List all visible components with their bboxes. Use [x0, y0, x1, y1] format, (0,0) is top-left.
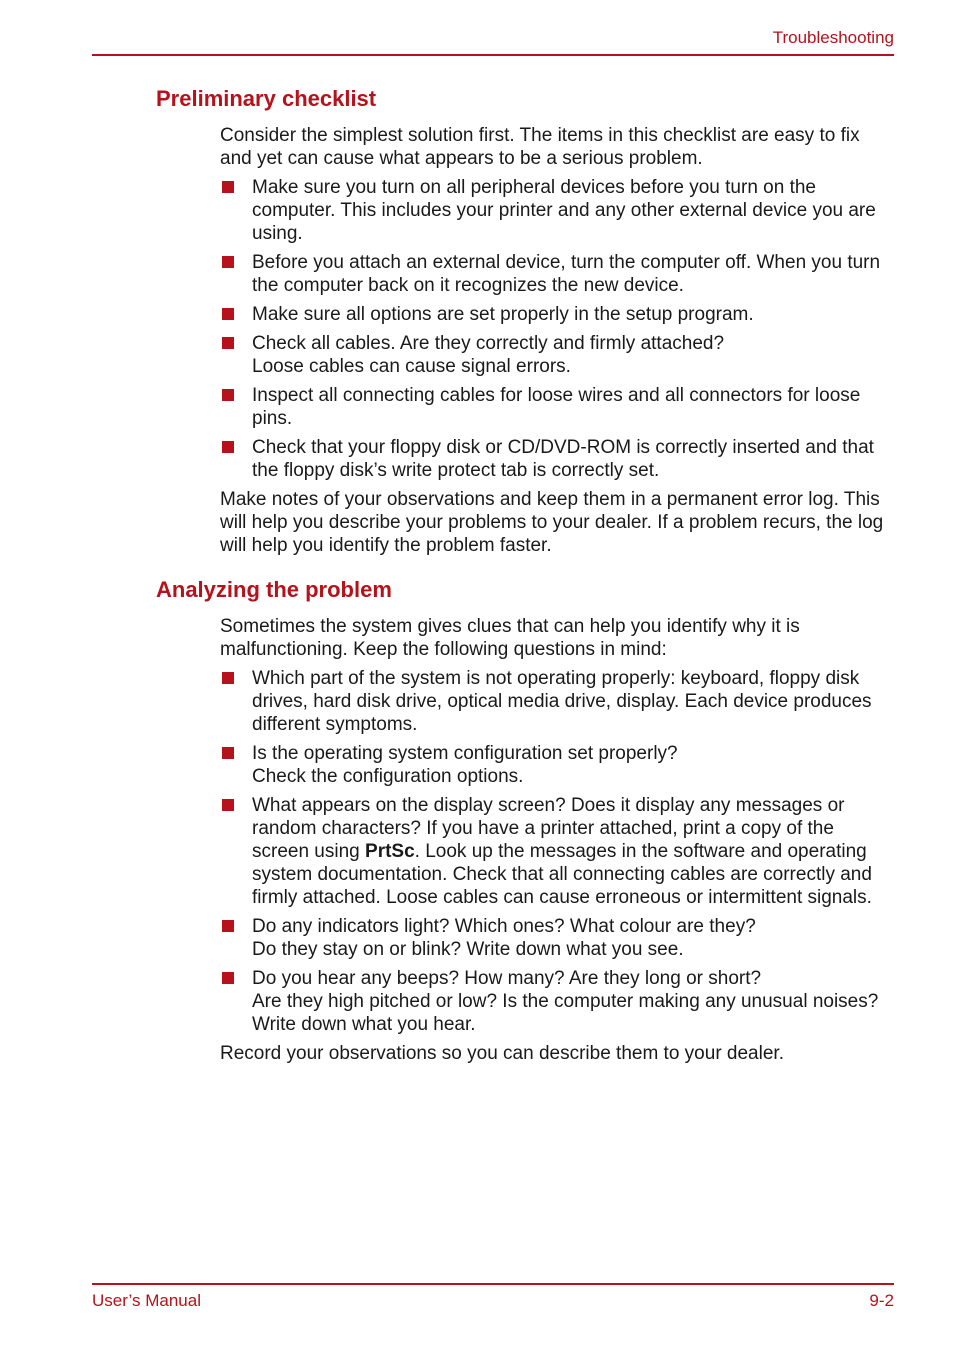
bullet-square-icon — [222, 799, 234, 811]
footer-manual-title: User’s Manual — [92, 1291, 201, 1310]
list-item: What appears on the display screen? Does it display any messages or random characters? If you have a printer attached, print a copy of the screen using PrtSc. Look up the messages in the software and operating system documentation. Check that all connecting cables are correctly and firmly attached. Loose cables can cause erroneous or intermittent signals. — [220, 794, 894, 909]
bullet-square-icon — [222, 441, 234, 453]
bullet-square-icon — [222, 181, 234, 193]
list-item: Check that your floppy disk or CD/DVD-ROM is correctly inserted and that the floppy disk’s write protect tab is correctly set. — [220, 436, 894, 482]
list-item: Before you attach an external device, turn the computer off. When you turn the computer back on it recognizes the new device. — [220, 251, 894, 297]
list-item: Do any indicators light? Which ones? What colour are they? Do they stay on or blink? Write down what you see. — [220, 915, 894, 961]
list-item: Is the operating system configuration set properly? Check the configuration options. — [220, 742, 894, 788]
outro-paragraph: Make notes of your observations and keep them in a permanent error log. This will help you describe your problems to your dealer. If a problem recurs, the log will help you identify the problem faster. — [220, 489, 884, 556]
key-name: PrtSc — [365, 841, 415, 862]
bullet-square-icon — [222, 672, 234, 684]
section-preliminary-checklist — [220, 124, 894, 557]
list-item: Inspect all connecting cables for loose wires and all connectors for loose pins. — [220, 384, 894, 430]
footer-rule — [92, 1283, 894, 1285]
section-analyzing-the-problem — [220, 615, 894, 1065]
list-item: Make sure you turn on all peripheral devices before you turn on the computer. This includes your printer and any other external device you are using. — [220, 176, 894, 245]
page-number: 9-2 — [869, 1291, 894, 1310]
bullet-square-icon — [222, 747, 234, 759]
checklist — [220, 176, 894, 482]
section-heading-preliminary-checklist: Preliminary checklist — [156, 86, 377, 111]
intro-paragraph: Sometimes the system gives clues that can help you identify why it is malfunctioning. Keep the following questions in mind: — [220, 616, 800, 660]
list-item: Make sure all options are set properly in the setup program. — [220, 303, 894, 326]
bullet-square-icon — [222, 920, 234, 932]
header-rule — [92, 54, 894, 56]
bullet-square-icon — [222, 337, 234, 349]
question-list — [220, 667, 894, 1036]
bullet-square-icon — [222, 389, 234, 401]
list-item: Check all cables. Are they correctly and firmly attached? Loose cables can cause signal errors. — [220, 332, 894, 378]
bullet-square-icon — [222, 972, 234, 984]
section-heading-analyzing-the-problem: Analyzing the problem — [156, 577, 392, 602]
bullet-square-icon — [222, 256, 234, 268]
bullet-square-icon — [222, 308, 234, 320]
outro-paragraph: Record your observations so you can describe them to your dealer. — [220, 1043, 784, 1064]
intro-paragraph: Consider the simplest solution first. The items in this checklist are easy to fix and yet can cause what appears to be a serious problem. — [220, 125, 860, 169]
running-header: Troubleshooting — [772, 28, 894, 47]
list-item: Which part of the system is not operating properly: keyboard, floppy disk drives, hard disk drive, optical media drive, display. Each device produces different symptoms. — [220, 667, 894, 736]
list-item: Do you hear any beeps? How many? Are they long or short? Are they high pitched or low? Is the computer making any unusual noises? Write down what you hear. — [220, 967, 894, 1036]
